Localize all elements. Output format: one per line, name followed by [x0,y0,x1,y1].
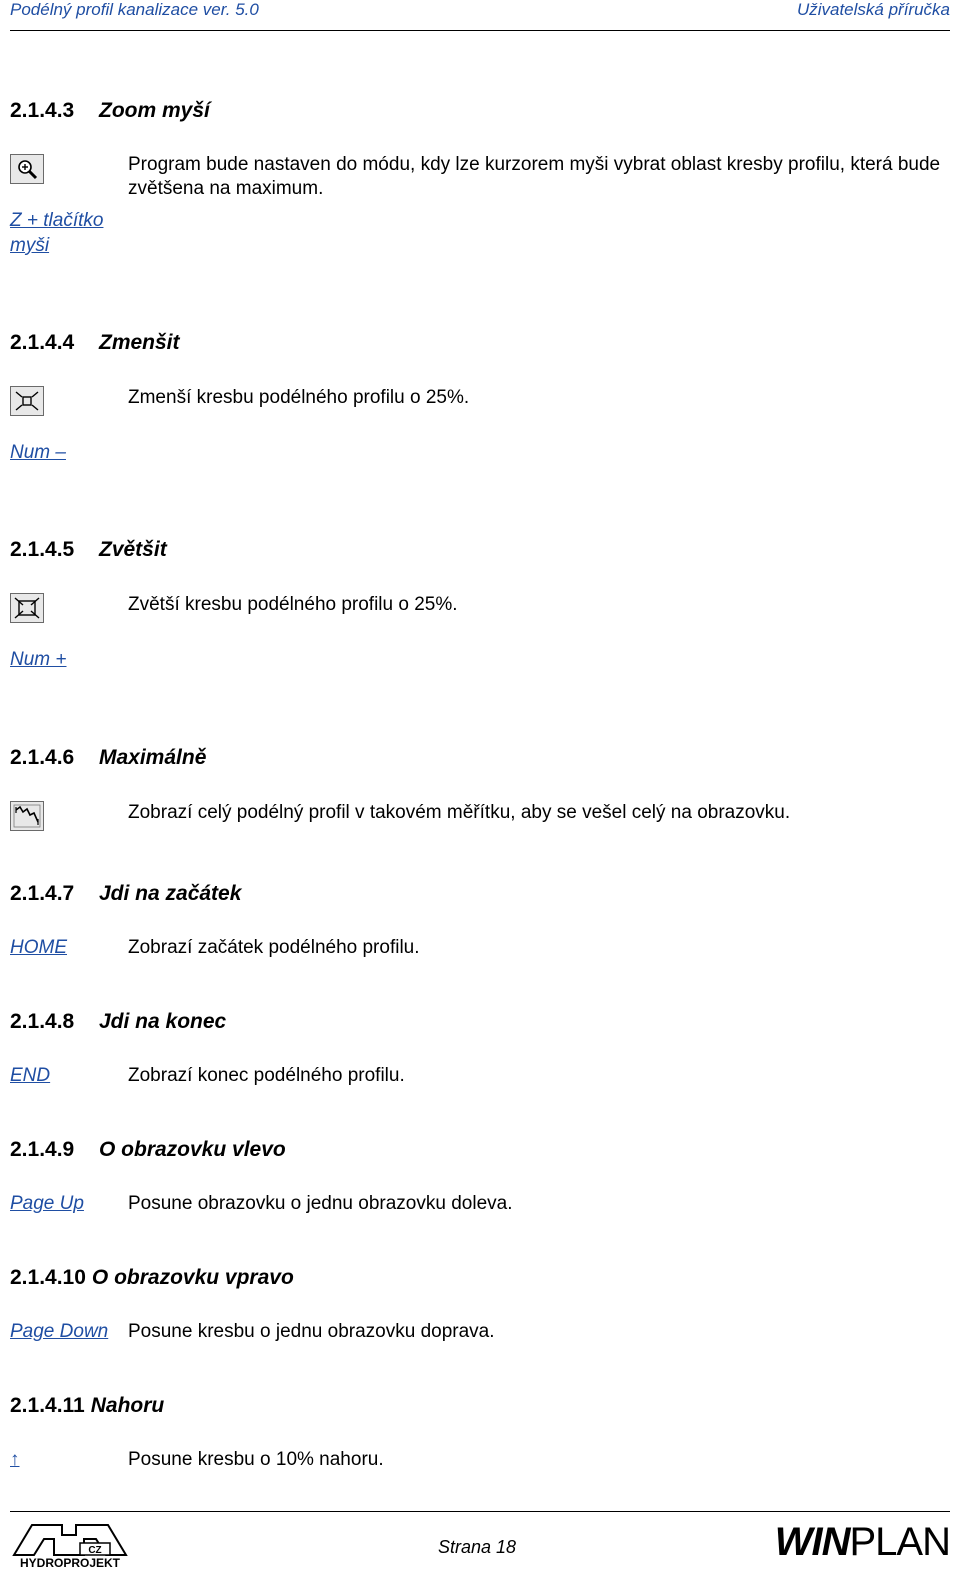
section-zoom-in [10,537,950,677]
shortcut-key: Page Down [10,1321,109,1342]
page-number: Strana 18 [438,1537,517,1557]
section-number: 2.1.4.3 [10,99,75,122]
section-title: Zmenšit [99,331,180,354]
section-description: Program bude nastaven do módu, kdy lze kurzorem myši vybrat oblast kresby profilu, která bude zvětšena na maximum. [128,154,941,199]
section-heading [10,330,180,356]
section-description: Zobrazí začátek podélného profilu. [128,937,420,958]
section-scroll-up [10,1393,950,1493]
shortcut-key: END [10,1065,51,1086]
section-heading [10,98,210,124]
logo-text: HYDROPROJEKT [19,1556,121,1569]
section-number: 2.1.4.6 [10,746,75,769]
shortcut-key: HOME [10,937,67,958]
section-heading [10,1137,286,1163]
section-description: Zmenší kresbu podélného profilu o 25%. [128,387,470,408]
section-number: 2.1.4.11 [10,1394,85,1417]
section-heading [10,1265,294,1291]
zoom-out-icon [10,386,44,416]
section-heading [10,881,241,907]
section-go-to-end [10,1009,950,1109]
shortcut-key: Page Up [10,1193,84,1214]
winplan-logo [775,1520,950,1564]
section-screen-right [10,1265,950,1365]
section-number: 2.1.4.5 [10,538,75,561]
section-number: 2.1.4.8 [10,1010,75,1033]
section-go-to-start [10,881,950,981]
section-title: Nahoru [90,1394,165,1417]
zoom-extents-icon [10,801,44,831]
section-title: Zvětšit [99,538,167,561]
section-description: Posune kresbu o 10% nahoru. [128,1449,384,1470]
section-title: Jdi na začátek [99,882,242,905]
page-header [10,0,950,31]
section-title: O obrazovku vpravo [91,1266,294,1289]
zoom-in-icon [10,593,44,623]
section-description: Posune kresbu o jednu obrazovku doprava. [128,1321,495,1342]
shortcut-key: Num – [10,442,66,463]
document-subtitle: Uživatelská příručka [796,0,950,19]
section-title: O obrazovku vlevo [99,1138,286,1161]
section-zoom-extents [10,745,950,845]
section-description: Posune obrazovku o jednu obrazovku doleva. [128,1193,513,1214]
document-title: Podélný profil kanalizace ver. 5.0 [10,0,259,19]
shortcut-key: Z + tlačítko myši [10,210,104,256]
section-heading [10,745,206,771]
section-number: 2.1.4.9 [10,1138,75,1161]
section-description: Zobrazí konec podélného profilu. [128,1065,405,1086]
section-screen-left [10,1137,950,1237]
section-zoom-out [10,330,950,470]
section-description: Zobrazí celý podélný profil v takovém měřítku, aby se vešel celý na obrazovku. [128,802,791,823]
logo-badge: CZ [88,1545,102,1556]
brand-win: WIN [774,1520,850,1564]
section-heading [10,1393,164,1419]
section-number: 2.1.4.7 [10,882,75,905]
brand-plan: PLAN [849,1520,950,1564]
section-number: 2.1.4.10 [10,1266,86,1289]
section-heading [10,537,167,563]
arrow-up-key: ↑ [10,1449,20,1470]
shortcut-key: Num + [10,649,67,670]
section-number: 2.1.4.4 [10,331,75,354]
section-title: Zoom myší [99,99,210,122]
footer-divider [10,1511,950,1512]
section-description: Zvětší kresbu podélného profilu o 25%. [128,594,458,615]
section-zoom-mouse [10,98,950,268]
zoom-magnifier-icon [10,154,44,184]
section-title: Maximálně [99,746,207,769]
hydroprojekt-logo [10,1521,130,1569]
section-title: Jdi na konec [99,1010,227,1033]
section-heading [10,1009,226,1035]
